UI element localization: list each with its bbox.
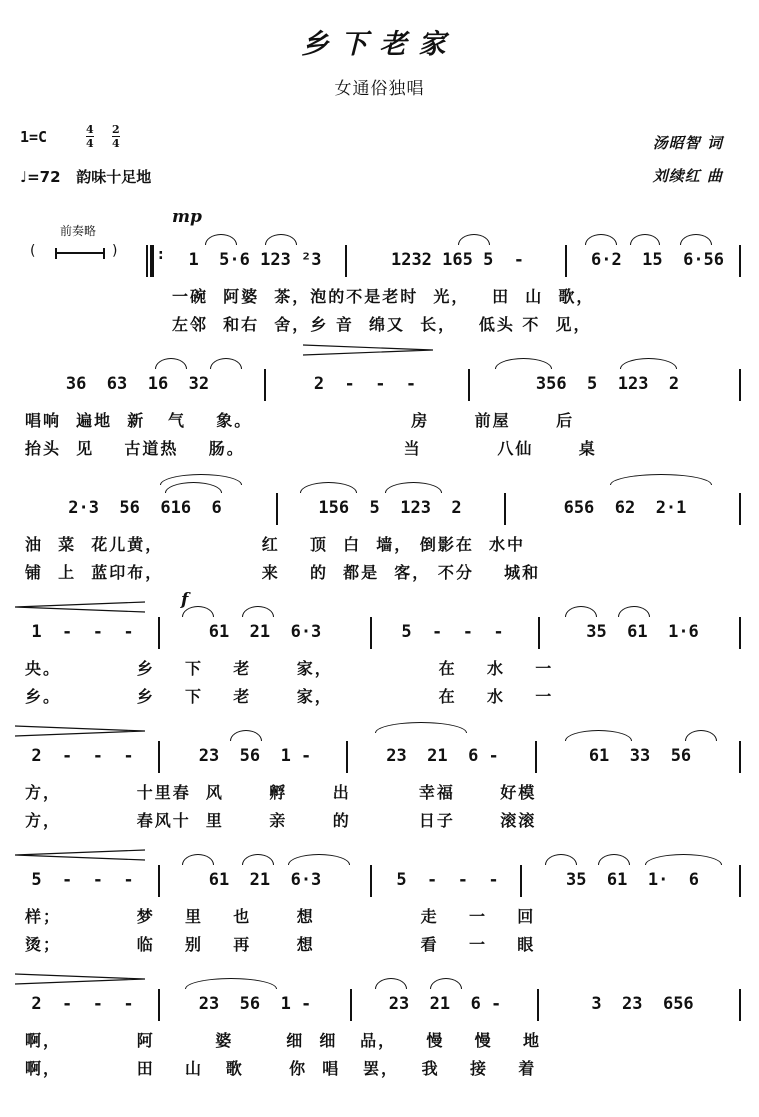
composer-credit: 刘续红 曲 [652, 167, 723, 185]
measure: 2 - - - [31, 746, 134, 766]
measure: 36 63 16 32 [65, 374, 210, 394]
measure: 1232 165 5 - [390, 250, 525, 270]
measure: 23 21 6 - [386, 746, 499, 766]
intro-close-paren: ) [112, 243, 118, 259]
score-line-1: : 1 5·6 123 ²3 1232 165 5 - 6·2 15 6·56 一碗 阿婆 茶，泡的不是老时 光， 田 山 歌， 左邻 和右 舍，乡 音 绵又 长， 低头 不 见， [20, 240, 740, 360]
song-title: 乡下老家 [301, 29, 458, 60]
lyric-verse-1: 油 菜 花儿黄， 红 顶 白 墙， 倒影在 水中 [25, 535, 525, 554]
measure: 356 5 123 2 [535, 374, 680, 394]
measure: 35 61 1· 6 [565, 870, 700, 890]
expression-mark: 韵味十足地 [76, 168, 152, 186]
measure: 23 56 1 - [198, 746, 312, 766]
lyric-verse-2: 啊， 田 山 歌 你 唱 罢， 我 接 着 [25, 1059, 537, 1078]
measure: 1 - - - [31, 622, 134, 642]
lyric-verse-2: 方， 春风十 里 亲 的 日子 滚滚 [25, 811, 537, 830]
lyric-verse-1: 样； 梦 里 也 想 走 一 回 [25, 907, 536, 926]
measure: 5 - - - [396, 870, 499, 890]
measure: 5 - - - [31, 870, 134, 890]
measure: 2 - - - [31, 994, 134, 1014]
time-signature-2: 2 4 [112, 123, 120, 150]
measure: 23 56 1 - [198, 994, 312, 1014]
measure: 23 21 6 - [388, 994, 502, 1014]
score-line-3 [20, 488, 740, 608]
measure: 6·2 15 6·56 [590, 250, 725, 270]
measure: 656 62 2·1 [563, 498, 687, 518]
lyric-verse-1: 啊， 阿 婆 细 细 品， 慢 慢 地 [25, 1031, 541, 1050]
score-line-6 [20, 860, 740, 980]
tempo-mark [20, 166, 151, 187]
lyric-verse-2: 抬头 见 古道热 肠。 当 八仙 桌 [25, 439, 597, 458]
dynamic-f: f [181, 590, 189, 610]
measure: 2·3 56 616 6 [68, 498, 222, 518]
tempo-value: ♩=72 [20, 168, 61, 186]
measure: 61 33 56 [588, 746, 692, 766]
measure: 5 - - - [401, 622, 504, 642]
lyric-verse-1: 唱响 遍地 新 气 象。 房 前屋 后 [25, 411, 575, 430]
measure: 35 61 1·6 [586, 622, 699, 642]
score-line-7 [20, 984, 740, 1104]
intro-open-paren: ( [30, 243, 36, 259]
measure: 3 23 656 [591, 994, 694, 1014]
measure: 2 - - - [313, 374, 417, 394]
intro-label: 前奏略 [60, 224, 97, 238]
lyric-verse-2: 乡。 乡 下 老 家， 在 水 一 [25, 687, 554, 706]
key-signature: 1=C [20, 128, 48, 146]
score-line-4 [20, 612, 740, 732]
lyric-verse-2: 左邻 和右 舍，乡 音 绵又 长， 低头 不 见， [172, 315, 592, 334]
lyric-verse-1: 央。 乡 下 老 家， 在 水 一 [25, 659, 554, 678]
measure: 156 5 123 2 [318, 498, 462, 518]
lyric-verse-2: 铺 上 蓝印布， 来 的 都是 客， 不分 城和 [25, 563, 541, 582]
score-line-5 [20, 736, 740, 856]
score-line-2 [20, 364, 740, 484]
measure: 61 21 6·3 [208, 622, 322, 642]
lyric-verse-1: 一碗 阿婆 茶，泡的不是老时 光， 田 山 歌， [172, 287, 595, 306]
dynamic-mp: mp [172, 207, 202, 227]
lyricist-credit: 汤昭智 词 [652, 134, 723, 152]
time-signature-1: 4 4 [86, 123, 94, 150]
measure: 61 21 6·3 [208, 870, 322, 890]
lyric-verse-1: 方， 十里春 风 孵 出 幸福 好模 [25, 783, 537, 802]
measure: 1 5·6 123 ²3 [188, 250, 322, 270]
lyric-verse-2: 烫； 临 别 再 想 看 一 眼 [25, 935, 536, 954]
song-subtitle: 女通俗独唱 [334, 79, 425, 99]
